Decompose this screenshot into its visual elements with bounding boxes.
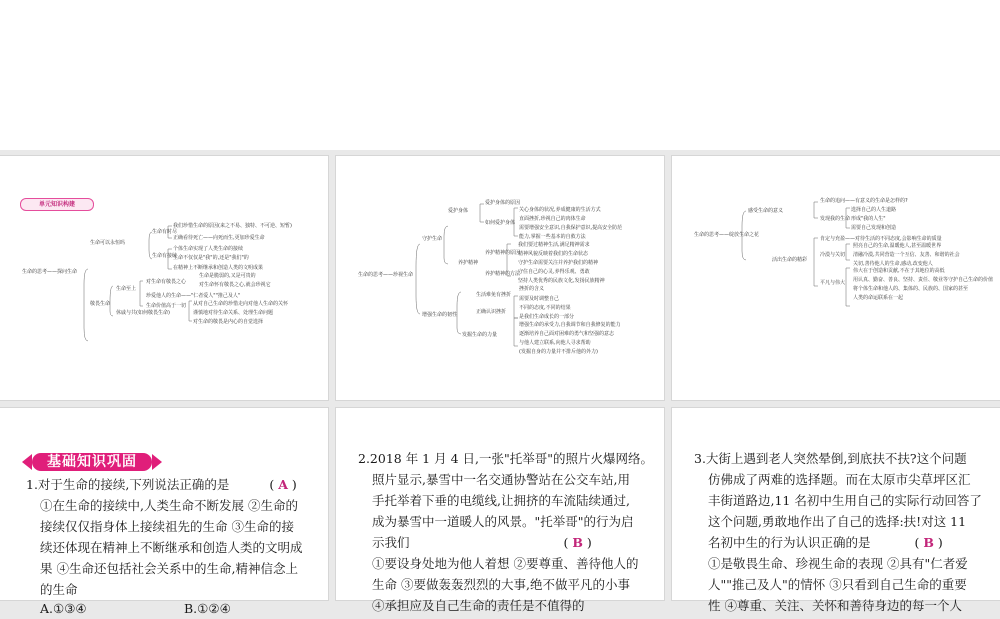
node-b1b-2: 生命不仅仅是"我"的,还是"我们"的 — [173, 255, 249, 261]
unit-knowledge-banner: 单元知识构建 — [20, 198, 94, 211]
node-b2a-1b: 对生命怀有敬畏之心,就会珍视它 — [199, 282, 271, 288]
slide-1-thumbnail[interactable] — [0, 156, 328, 400]
node-a: 守护生命 — [422, 236, 443, 242]
node-b2a: 需要及时调整自己 — [519, 296, 560, 302]
banner-left-arrow-icon — [22, 454, 32, 470]
node-b1b: 生命有接续 — [152, 253, 178, 259]
node-b1: 生活难免有挫折 — [476, 292, 512, 298]
node-b2b-1: 从对自己生命的珍惜走向对他人生命的关怀 — [193, 301, 289, 307]
question-3-line-5: 名初中生的行为认识正确的是 ( B ) — [708, 535, 943, 550]
node-b3c: 与他人建立联系,向他人寻求帮助 — [519, 340, 591, 346]
question-2-line-1: 2.2018 年 1 月 4 日,一张"托举哥"的照片火爆网络。 — [358, 451, 653, 466]
question-2-line-4: 成为暴雪中一道暖人的风景。"托举哥"的行为启 — [372, 514, 634, 529]
node-b1b-1: 个体生命实现了人类生命的接续 — [173, 246, 244, 252]
question-2-line-8: ④承担应及自己生命的责任是不值得的 — [372, 598, 585, 613]
slide-3-thumbnail[interactable] — [672, 156, 1000, 400]
node-b2a-1a: 生命是脆弱的,又是可贵的 — [199, 273, 256, 279]
question-2-answer: B — [572, 535, 583, 550]
node-b2c: 关切,善待他人的生命,感动,改变他人 — [853, 261, 933, 267]
question-3-line-4: 这个问题,勇敢地作出了自己的选择:扶!对这 11 — [708, 514, 967, 529]
question-1-line-2: ①在生命的接续中,人类生命不断发展 ②生命的 — [40, 498, 298, 513]
node-a2b: 形成"我的人生" — [851, 216, 886, 222]
question-2-line-2: 照片显示,暴雪中一名交通协警站在公交车站,用 — [372, 472, 630, 487]
basic-knowledge-banner — [22, 451, 162, 473]
node-b3d: 人类的命运联系在一起 — [853, 295, 904, 301]
node-b2a-1: 对生命有敬畏之心 — [146, 279, 187, 285]
node-b2b-3: 对生命的敬畏是内心的自觉选择 — [193, 319, 264, 325]
node-b3: 平凡与伟大 — [820, 280, 846, 286]
slide-5-thumbnail[interactable] — [336, 408, 664, 613]
blank-top-area — [0, 0, 1000, 150]
node-b1: 肯定与充盈——对待生活的不同态度,会影响生命的质量 — [820, 236, 942, 242]
node-b1: 生命可以永恒吗 — [90, 240, 126, 246]
question-1-line-6: 的生命 — [40, 582, 78, 597]
node-a2a-2: 精神风貌反映着我们的生命状态 — [518, 251, 589, 257]
node-a1: 生命的追问——有意义的生命是怎样的? — [820, 198, 908, 204]
question-1-line-4: 续还体现在精神上不断继承和创造人类的文明成 — [40, 540, 303, 555]
banner-title: 基础知识巩固 — [32, 453, 152, 471]
question-2-line-7: 生命 ③要做轰轰烈烈的大事,绝不做平凡的小事 — [372, 577, 630, 592]
node-b3b: 逐渐培养自己面对困难的勇气和坚强的意志 — [519, 331, 615, 337]
question-3-line-1: 3.大街上遇到老人突然晕倒,到底扶不扶?这个问题 — [694, 451, 967, 466]
question-2-line-3: 手托举着下垂的电缆线,让拥挤的车流陆续通过, — [372, 493, 630, 508]
mindmap-root: 生命的思考——珍视生命 — [358, 272, 414, 278]
node-a1a: 爱护身体的原因 — [485, 200, 521, 206]
node-a1b-2: 直面挫折,珍视自己的肉体生命 — [519, 216, 586, 222]
node-b3b: 用认真、勤奋、善良、坚持、责任、敬业等守护自己生命的价值 — [853, 277, 994, 283]
node-b2: 敬畏生命 — [90, 301, 111, 307]
node-b1b-3: 在精神上不断继承和创造人类的文明成果 — [173, 265, 264, 271]
banner-right-arrow-icon — [152, 454, 162, 470]
node-b2a-3: 生命价值高于一切 — [146, 303, 187, 309]
mindmap-lines — [336, 156, 664, 400]
question-1-option-a[interactable]: A.①③④ — [40, 601, 87, 616]
node-a1b-4: 能力,掌握一些基本的自救方法 — [519, 234, 586, 240]
node-a2a: 选择自己的人生道路 — [851, 207, 897, 213]
node-b3a: 增强生命的承受力,自我调节和自我修复的能力 — [519, 322, 621, 328]
mindmap-root: 生命的思考——探问生命 — [22, 269, 78, 275]
node-b3c: 将个体生命和他人的、集体的、民族的、国家的甚至 — [853, 286, 969, 292]
node-b2b: 休戚与共(如何敬畏生命) — [116, 310, 170, 316]
node-a: 感受生命的意义 — [748, 208, 784, 214]
node-a2b: 养护精神的方法 — [485, 271, 521, 277]
mindmap-lines — [0, 156, 328, 400]
question-1-line-3: 接续仅仅指身体上接续祖先的生命 ③生命的接 — [40, 519, 294, 534]
node-a2b-1: 守住自己的心灵,养得乐观、勇敢 — [518, 269, 590, 275]
node-b2: 正确认识挫折 — [476, 309, 507, 315]
question-3-line-3: 丰街道路边,11 名初中生用自己的实际行动回答了 — [708, 493, 982, 508]
node-a2: 养护精神 — [458, 260, 479, 266]
node-b: 增强生命的韧性 — [422, 312, 458, 318]
node-a2a: 养护精神的原因 — [485, 250, 521, 256]
question-1-answer: A — [278, 477, 288, 492]
node-a2: 发现我的生命 — [820, 216, 851, 222]
mindmap-root: 生命的思考——绽放生命之花 — [694, 232, 760, 238]
node-a1b-1: 关心身体的状况,养成健康的生活方式 — [519, 207, 601, 213]
node-a2c: 需要自己发现和创造 — [851, 225, 897, 231]
question-1-option-b[interactable]: B.①②④ — [184, 601, 231, 616]
node-b2b-2: 谨慎地对待生命关系、处理生命问题 — [193, 310, 274, 316]
node-b2c: 是我们生命成长的一部分 — [519, 314, 575, 320]
node-a2a-3: 守护生命需要关注并养护我们的精神 — [518, 260, 599, 266]
node-b2a: 生命至上 — [116, 286, 137, 292]
node-b3a: 伟大在于创造和贡献,不在于其地位的高低 — [853, 268, 945, 274]
node-a1b-3: 需要增强安全意识,自我保护意识,提高安全防范 — [519, 225, 623, 231]
node-a1: 爱护身体 — [448, 208, 469, 214]
question-3-line-6: ①是敬畏生命、珍视生命的表现 ②具有"仁者爱 — [708, 556, 968, 571]
node-b3: 发掘生命的力量 — [462, 332, 498, 338]
node-b1a: 生命有时尽 — [152, 229, 178, 235]
question-2-line-6: ①要设身处地为他人着想 ②要尊重、善待他人的 — [372, 556, 639, 571]
node-b2b: 清融冷漠,共同营造一个互信、友善、和谐的社会 — [853, 252, 960, 258]
question-3-line-7: 人""推己及人"的情怀 ③只看到自己生命的重要 — [708, 577, 967, 592]
node-b1a-1: 我们珍惜生命的原因(来之不易、独特、不可逆、短暂) — [173, 223, 292, 229]
slide-2-thumbnail[interactable] — [336, 156, 664, 400]
node-a2a-1: 我们要过精神生活,满足精神需求 — [518, 242, 590, 248]
question-3-line-2: 仿佛成了两难的选择题。而在太原市尖草坪区汇 — [708, 472, 971, 487]
node-a1b: 如何爱护身体 — [485, 220, 516, 226]
node-a2b-2: 坚持人类优秀的民族文化,发扬民族精神 — [518, 278, 605, 284]
node-b1a-2: 正确看待死亡——向死而生,更加珍爱生命 — [173, 235, 265, 241]
node-b2a-2: 珍爱他人的生命——"仁者爱人""推己及人" — [146, 293, 241, 299]
node-b2b: 不同的态度,不同的结果 — [519, 305, 571, 311]
node-b3d: (发掘自身的力量并不排斥他的外力) — [519, 349, 598, 355]
question-2-line-5: 示我们 ( B ) — [372, 535, 592, 550]
question-3-answer: B — [923, 535, 934, 550]
node-b: 活出生命的精彩 — [772, 257, 808, 263]
node-b2a: 照亮自己的生命,温暖他人,甚至温暖世界 — [853, 243, 942, 249]
question-3-line-8: 性 ④尊重、关注、关怀和善待身边的每一个人 — [708, 598, 962, 613]
slide-6-thumbnail[interactable] — [672, 408, 1000, 613]
node-b2: 冷漠与关切 — [820, 252, 846, 258]
slide-4-thumbnail[interactable] — [0, 408, 328, 616]
question-1-line-5: 果 ④生命还包括社会关系中的生命,精神信念上 — [40, 561, 298, 576]
node-b1a: 挫折的含义 — [519, 286, 545, 292]
question-1-stem: 1.对于生命的接续,下列说法正确的是 ( A ) — [26, 477, 297, 492]
